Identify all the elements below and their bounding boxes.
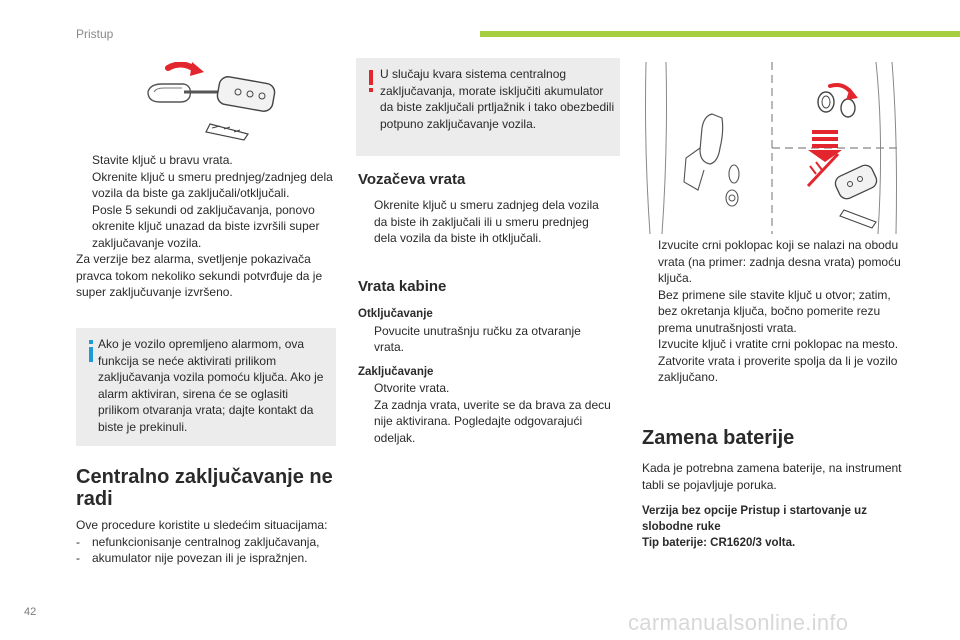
list-item: - nefunkcionisanje centralnog zaključavanja,: [76, 534, 320, 549]
battery-type: Tip baterije: CR1620/3 volta.: [642, 537, 796, 549]
list-item: Okrenite ključ u smeru zadnjeg dela vozila da biste ih zaključali ili u smeru prednjeg dela vozila da biste ih otključali.: [374, 198, 599, 245]
column-right: [642, 237, 906, 386]
lock-steps-cabin-list: [358, 380, 614, 446]
lock-label: Zaključavanje: [358, 365, 434, 378]
battery-text: Kada je potrebna zamena baterije, na instrument tabli se pojavljuje poruka.: [642, 461, 902, 492]
column-left: [76, 152, 338, 301]
warning-text: U slučaju kvara sistema centralnog zaključavanja, morate isključiti akumulator da biste zaključali prtljažnik i tako obezbedili potpuno zaključavanje vozila.: [380, 67, 615, 131]
alarm-info-text: Ako je vozilo opremljeno alarmom, ova funkcija se neće aktivirati prilikom zaključavanja vozila pomoću ključa. Ako je alarm aktiviran, sirena će se oglasiti prilikom otvaranja vrata; dajte kontakt da biste je prekinuli.: [98, 337, 324, 434]
driver-steps-list: [358, 197, 614, 247]
list-item: Izvucite crni poklopac koji se nalazi na obodu vrata (na primer: zadnja desna vrata) pomoću ključa.: [658, 238, 901, 285]
battery-version: Verzija bez opcije Pristup i startovanje uz slobodne ruke: [642, 505, 867, 533]
lock-steps-list: [76, 152, 338, 251]
list-item: Povucite unutrašnju ručku za otvaranje vrata.: [374, 323, 581, 354]
confirmation-paragraph: Za verzije bez alarma, svetljenje pokazivača pravca tokom nekoliko sekundi potvrđuje da je super zaključuvanje izvršeno.: [76, 252, 323, 299]
situations-intro: Ove procedure koristite u sledećim situacijama:: [76, 518, 328, 532]
info-icon: [86, 340, 96, 362]
list-item: Zatvorite vrata i proverite spolja da li je vozilo zaključano.: [658, 353, 898, 384]
warning-icon: [366, 70, 376, 92]
list-item: Bez primene sile stavite ključ u otvor; zatim, bez okretanja ključa, bočno pomerite rezu prema unutrašnjosti vrata.: [658, 287, 891, 335]
driver-door-block: [358, 197, 614, 247]
rear-door-steps-list: [642, 237, 906, 386]
battery-block: [642, 460, 906, 551]
list-item: Otvorite vrata.: [374, 381, 450, 395]
list-item: - akumulator nije povezan ili je ispražnjen.: [76, 551, 308, 565]
watermark: carmanualsonline.info: [628, 610, 849, 635]
section-label: Pristup: [76, 27, 114, 41]
door-key-illustration: [140, 62, 290, 148]
unlock-label: Otključavanje: [358, 308, 433, 320]
header-accent-bar: [480, 31, 960, 37]
heading-driver-door: Vozačeva vrata: [358, 171, 466, 188]
list-item: Okrenite ključ u smeru prednjeg/zadnjeg dela vozila da biste ga zaključali/otključali.: [92, 169, 333, 200]
list-item: Posle 5 sekundi od zaključavanja, ponovo okrenite ključ unazad da biste izvršili super zaključavanje vozila.: [92, 202, 320, 250]
heading-battery-replacement: Zamena baterije: [642, 427, 795, 449]
heading-cabin-doors: Vrata kabine: [358, 278, 447, 295]
unlock-steps-list: [358, 323, 614, 356]
heading-central-locking: Centralno zaključavanje ne radi: [76, 466, 333, 510]
list-item: Za zadnja vrata, uverite se da brava za decu nije aktivirana. Pogledajte odgovarajući odeljak.: [374, 397, 611, 445]
situations-list: [76, 534, 346, 567]
cabin-doors-block: [358, 306, 614, 446]
door-edge-lock-illustration: [640, 58, 906, 236]
list-item: Stavite ključ u bravu vrata.: [92, 153, 233, 167]
list-item: Izvucite ključ i vratite crni poklopac na mesto.: [658, 337, 899, 351]
situations-block: [76, 517, 346, 567]
page-number: 42: [24, 606, 37, 618]
